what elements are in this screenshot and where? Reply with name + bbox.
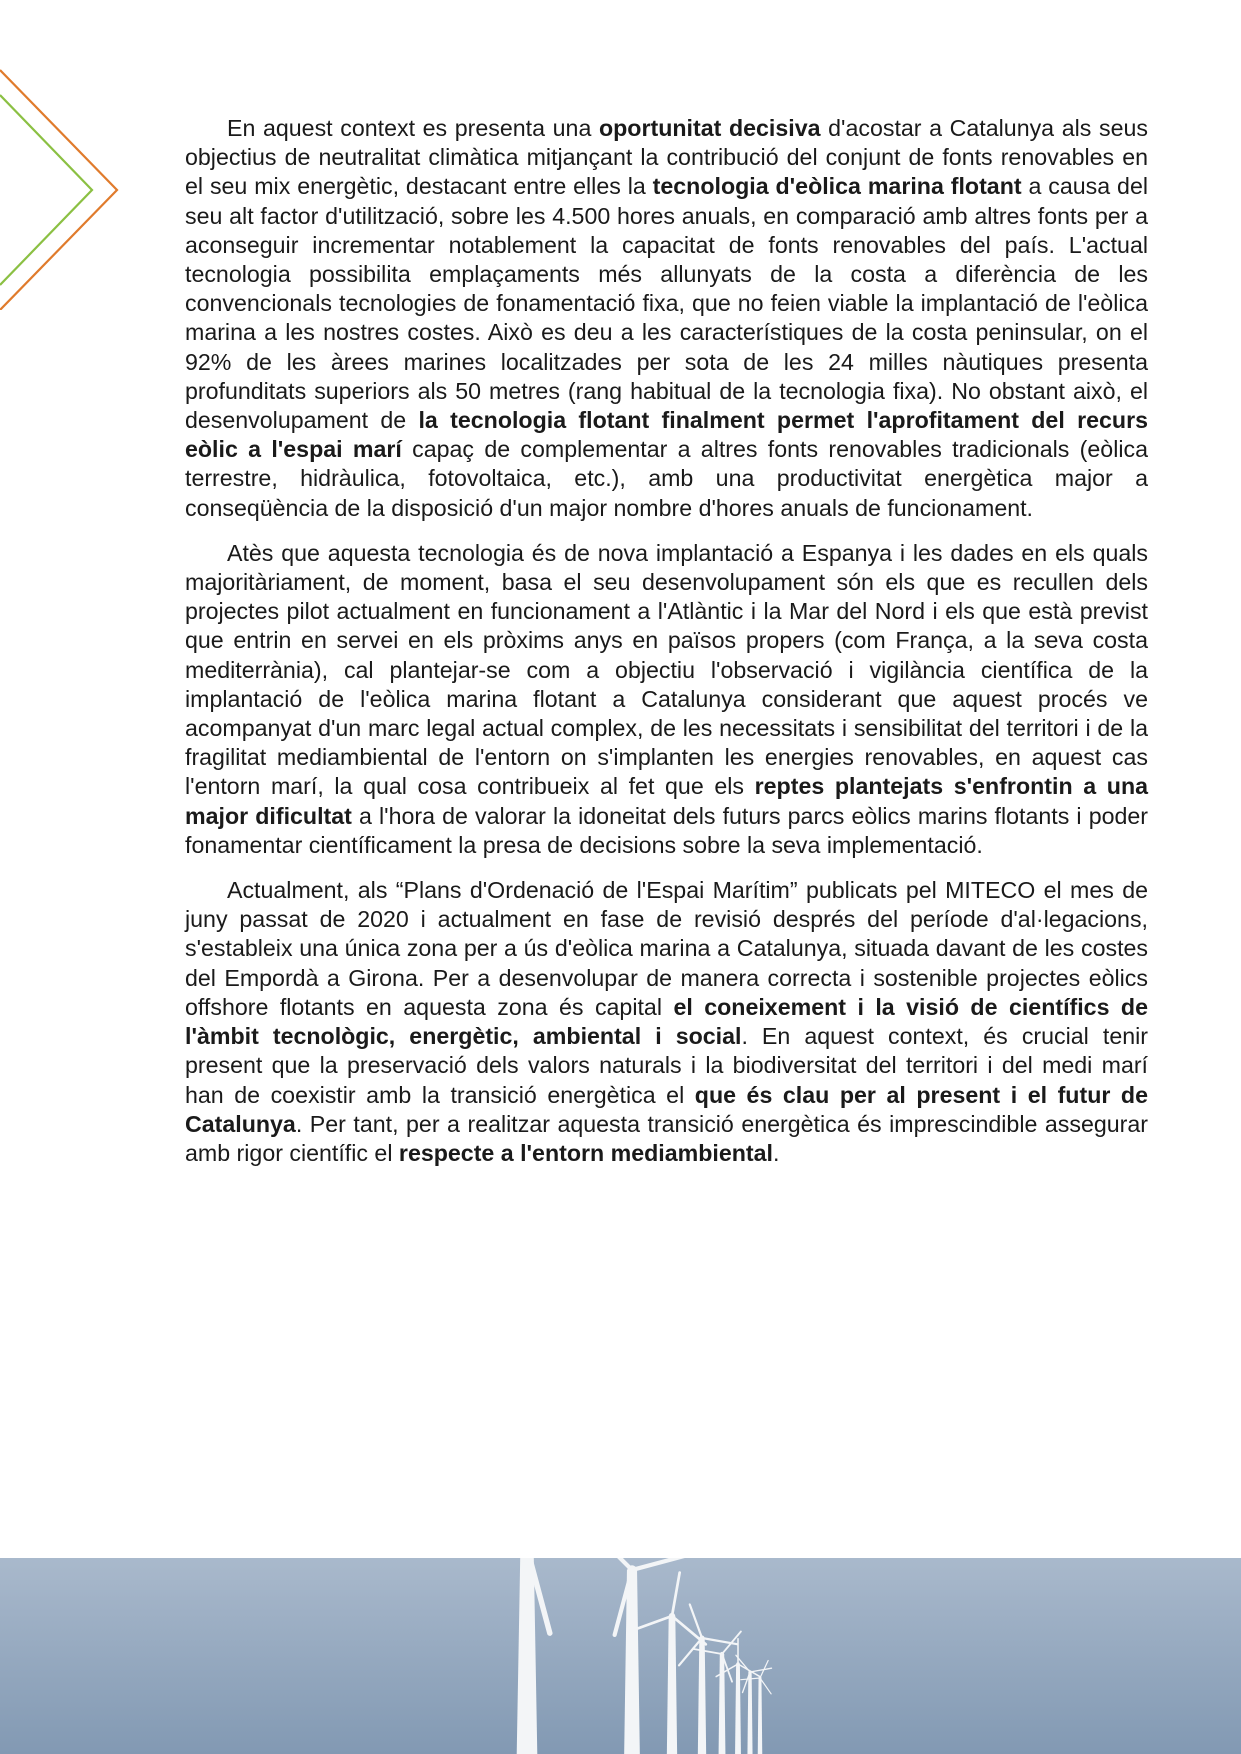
chevron-orange-line bbox=[0, 70, 117, 310]
paragraph bbox=[185, 876, 1148, 1168]
bold-text: tecnologia d'eòlica marina flotant bbox=[652, 173, 1022, 200]
document-body bbox=[185, 114, 1148, 1184]
text-span: a causa del seu alt factor d'utilització, sobre les 4.500 hores anuals, en comparació amb altres fonts per a aconseguir incrementar notablement la capacitat de fonts renovables del país. L'actual tecnologia possibilita emplaçaments més allunyats de la costa a diferència de les convencionals tecnologies de fonamentació fixa, que no feien viable la implantació de l'eòlica marina a les nostres costes. Això es deu a les característiques de la costa peninsular, on el 92% de les àrees marines localitzades per sota de les 24 milles nàutiques presenta profunditats superiors als 50 metres (rang habitual de la tecnologia fixa). No obstant això, el desenvolupament de bbox=[185, 173, 1149, 434]
wind-turbines-photo bbox=[0, 1558, 1241, 1754]
text-span: En aquest context es presenta una bbox=[227, 115, 599, 141]
text-span: . bbox=[772, 1139, 780, 1166]
bold-text: la tecnologia flotant finalment permet l'aprofitament del recurs eòlic a l'espai marí bbox=[185, 407, 1148, 463]
text-span: a l'hora de valorar la idoneitat dels futurs parcs eòlics marins flotants i poder fonamentar científicament la presa de decisions sobre la seva implementació. bbox=[185, 802, 1148, 858]
bold-text: que és clau per al present i el futur de Catalunya bbox=[185, 1081, 1148, 1137]
text-span: . Per tant, per a realitzar aquesta transició energètica és imprescindible assegurar amb rigor científic el bbox=[185, 1110, 1148, 1166]
bold-text: respecte a l'entorn mediambiental bbox=[398, 1139, 773, 1166]
sky-background bbox=[0, 1558, 1241, 1754]
bold-text: el coneixement i la visió de científics de l'àmbit tecnològic, energètic, ambiental i social bbox=[185, 993, 1148, 1050]
text-span: . En aquest context, és crucial tenir present que la preservació dels valors naturals i la biodiversitat del territori i del medi marí han de coexistir amb la transició energètica el bbox=[185, 1023, 1148, 1108]
chevron-outline-icon bbox=[0, 60, 125, 310]
chevron-green-line bbox=[0, 95, 92, 285]
bold-text: reptes plantejats s'enfrontin a una major dificultat bbox=[185, 773, 1148, 829]
text-span: Actualment, als “Plans d'Ordenació de l'Espai Marítim” publicats pel MITECO el mes de juny passat de 2020 i actualment en fase de revisió després del període d'al·legacions, s'estableix una única zona per a ús d'eòlica marina a Catalunya, situada davant de les costes del Empordà a Girona. Per a desenvolupar de manera correcta i sostenible projectes eòlics offshore flotants en aquesta zona és capital bbox=[185, 877, 1148, 1020]
bold-text: oportunitat decisiva bbox=[598, 115, 821, 141]
paragraph bbox=[185, 539, 1148, 860]
text-span: capaç de complementar a altres fonts renovables tradicionals (eòlica terrestre, hidràulica, fotovoltaica, etc.), amb una productivitat energètica major a conseqüència de la disposició d'un major nombre d'hores anuals de funcionament. bbox=[185, 436, 1148, 521]
paragraph bbox=[185, 114, 1148, 523]
text-span: d'acostar a Catalunya als seus objectius de neutralitat climàtica mitjançant la contribució del conjunt de fonts renovables en el seu mix energètic, destacant entre elles la bbox=[185, 115, 1148, 200]
text-span: Atès que aquesta tecnologia és de nova implantació a Espanya i les dades en els quals majoritàriament, de moment, basa el seu desenvolupament són els que es recullen dels projectes pilot actualment en funcionament a l'Atlàntic i la Mar del Nord i els que està previst que entrin en servei en els pròxims anys en països propers (com França, a la seva costa mediterrània), cal plantejar-se com a objectiu l'observació i vigilància científica de la implantació de l'eòlica marina flotant a Catalunya considerant que aquest procés ve acompanyat d'un marc legal actual complex, de les necessitats i sensibilitat del territori i de la fragilitat mediambiental de l'entorn on s'implanten les energies renovables, en aquest cas l'entorn marí, la qual cosa contribueix al fet que els bbox=[185, 539, 1148, 800]
